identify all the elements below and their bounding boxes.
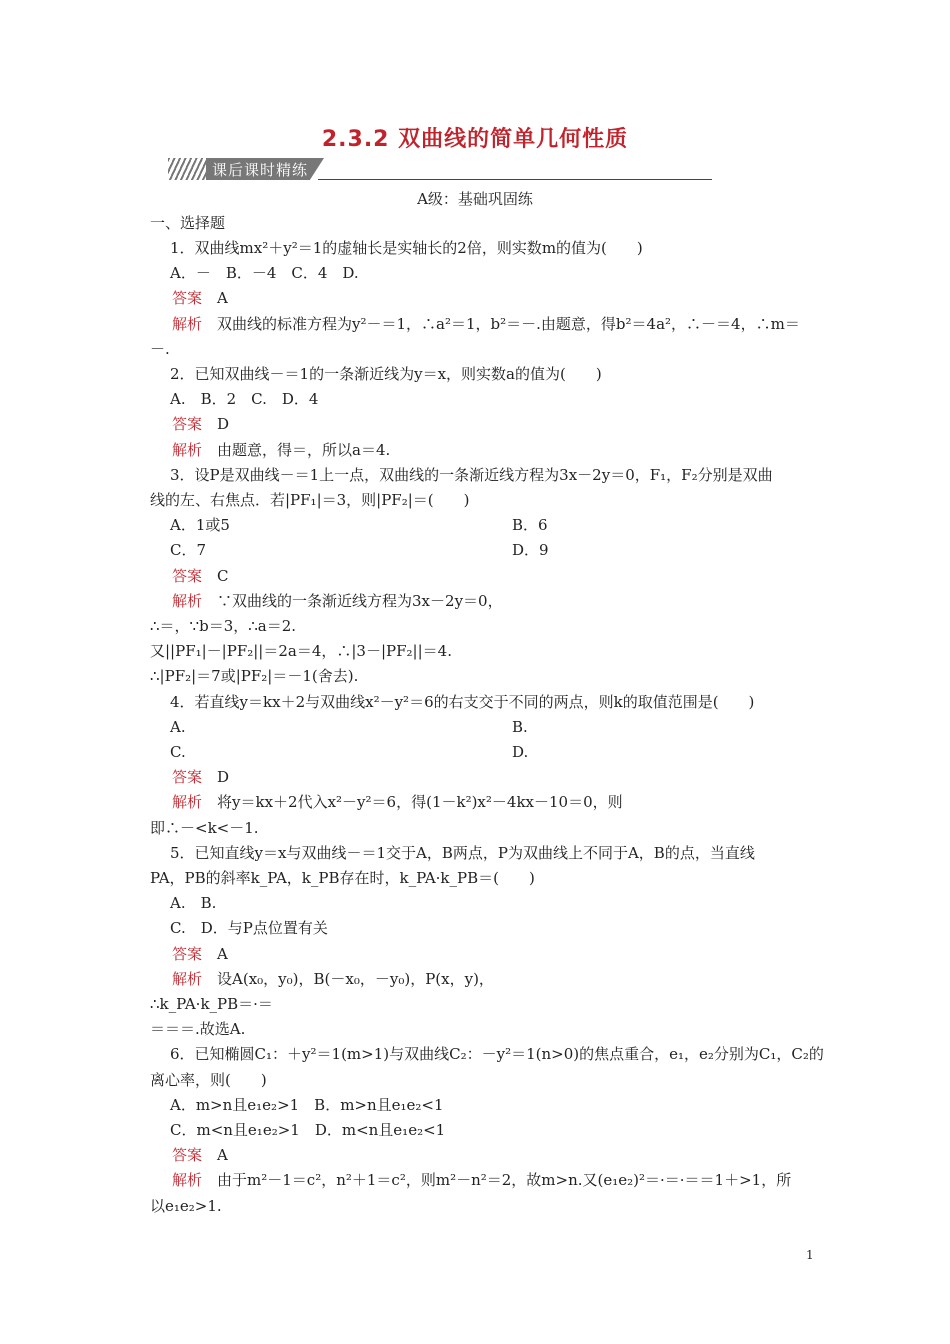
document-line: 3．设P是双曲线－＝1上一点，双曲线的一条渐近线方程为3x－2y＝0，F₁，F₂分别是双曲 [170, 466, 773, 484]
line-text: 由题意，得＝，所以a＝4. [202, 441, 391, 459]
analysis-label: 解析 [172, 1171, 203, 1189]
option-right: B. [512, 718, 528, 736]
line-text: C [202, 567, 229, 585]
document-line: ＝＝＝.故选A. [150, 1020, 246, 1038]
option-right: D. [512, 743, 529, 761]
document-line: C．7 [170, 541, 207, 559]
line-text: ∵双曲线的一条渐近线方程为3x－2y＝0， [202, 592, 503, 610]
document-line: 4．若直线y＝kx＋2与双曲线x²－y²＝6的右支交于不同的两点，则k的取值范围是( ) [170, 693, 755, 711]
document-line: ∴＝，∵b＝3，∴a＝2. [150, 617, 297, 635]
document-line: 以e₁e₂>1. [150, 1197, 222, 1215]
answer-line [172, 944, 228, 964]
document-line: 线的左、右焦点．若|PF₁|＝3，则|PF₂|＝( ) [150, 491, 470, 509]
banner-rule [318, 179, 712, 180]
option-right: D．9 [512, 541, 549, 559]
answer-line [172, 1145, 228, 1165]
banner-label: 课后课时精练 [212, 161, 309, 179]
document-line: A. B．2 C. D．4 [170, 390, 319, 408]
level-heading: A级：基础巩固练 [417, 190, 533, 208]
analysis-label: 解析 [172, 441, 203, 459]
analysis-line [172, 1170, 791, 1190]
line-text: 设A(x₀，y₀)，B(－x₀，－y₀)，P(x，y)， [202, 970, 494, 988]
document-line: A．－ B．－4 C．4 D. [170, 264, 359, 282]
document-line: 5．已知直线y＝x与双曲线－＝1交于A，B两点，P为双曲线上不同于A，B的点，当直线 [170, 844, 755, 862]
document-line: 即∴－<k<－1. [150, 819, 259, 837]
answer-line [172, 288, 228, 308]
document-line: 6．已知椭圆C₁：＋y²＝1(m>1)与双曲线C₂：－y²＝1(n>0)的焦点重合，e₁，e₂分别为C₁，C₂的 [170, 1045, 824, 1063]
line-text: D [202, 415, 230, 433]
answer-line [172, 414, 229, 434]
document-line: A. B. [170, 894, 217, 912]
document-line: 离心率，则( ) [150, 1071, 267, 1089]
page-title: 2.3.2 双曲线的简单几何性质 [321, 127, 629, 152]
analysis-line [172, 792, 623, 812]
document-line: 又||PF₁|－|PF₂||＝2a＝4，∴|3－|PF₂||＝4. [150, 642, 452, 660]
document-line: PA，PB的斜率k_PA，k_PB存在时，k_PA·k_PB＝( ) [150, 869, 535, 887]
document-line: A. [170, 718, 186, 736]
line-text: 将y＝kx＋2代入x²－y²＝6，得(1－k²)x²－4kx－10＝0，则 [202, 793, 623, 811]
answer-label: 答案 [172, 1146, 203, 1164]
line-text: A [202, 289, 228, 307]
option-right: B．6 [512, 516, 548, 534]
document-line: 1．双曲线mx²＋y²＝1的虚轴长是实轴长的2倍，则实数m的值为( ) [170, 239, 643, 257]
document-line: 2．已知双曲线－＝1的一条渐近线为y＝x，则实数a的值为( ) [170, 365, 602, 383]
line-text: 由于m²－1＝c²，n²＋1＝c²，则m²－n²＝2，故m>n.又(e₁e₂)²＝·＝·＝＝1＋>1，所 [202, 1171, 792, 1189]
document-line: A．1或5 [170, 516, 230, 534]
analysis-label: 解析 [172, 315, 203, 333]
analysis-line [172, 440, 390, 460]
document-line: ∴|PF₂|＝7或|PF₂|＝－1(舍去). [150, 667, 359, 685]
analysis-line [172, 969, 494, 989]
page-number: 1 [806, 1248, 814, 1262]
answer-label: 答案 [172, 567, 203, 585]
answer-label: 答案 [172, 945, 203, 963]
document-line: C．m<n且e₁e₂>1 D．m<n且e₁e₂<1 [170, 1121, 446, 1139]
line-text: D [202, 768, 230, 786]
answer-label: 答案 [172, 415, 203, 433]
section-heading: 一、选择题 [150, 214, 226, 232]
line-text: A [202, 1146, 228, 1164]
banner-hatch [168, 158, 208, 180]
answer-line [172, 767, 229, 787]
document-line: －. [150, 340, 170, 358]
analysis-label: 解析 [172, 793, 203, 811]
answer-line [172, 566, 229, 586]
line-text: A [202, 945, 228, 963]
document-line: C. [170, 743, 186, 761]
document-line: A．m>n且e₁e₂>1 B．m>n且e₁e₂<1 [170, 1096, 444, 1114]
analysis-line [172, 314, 800, 334]
document-line: C. D．与P点位置有关 [170, 919, 328, 937]
analysis-line [172, 591, 503, 611]
answer-label: 答案 [172, 768, 203, 786]
analysis-label: 解析 [172, 970, 203, 988]
analysis-label: 解析 [172, 592, 203, 610]
line-text: 双曲线的标准方程为y²－＝1，∴a²＝1，b²＝－.由题意，得b²＝4a²，∴－＝4，∴m＝ [202, 315, 800, 333]
section-banner [168, 158, 712, 180]
document-line: ∴k_PA·k_PB＝·＝ [150, 995, 273, 1013]
answer-label: 答案 [172, 289, 203, 307]
